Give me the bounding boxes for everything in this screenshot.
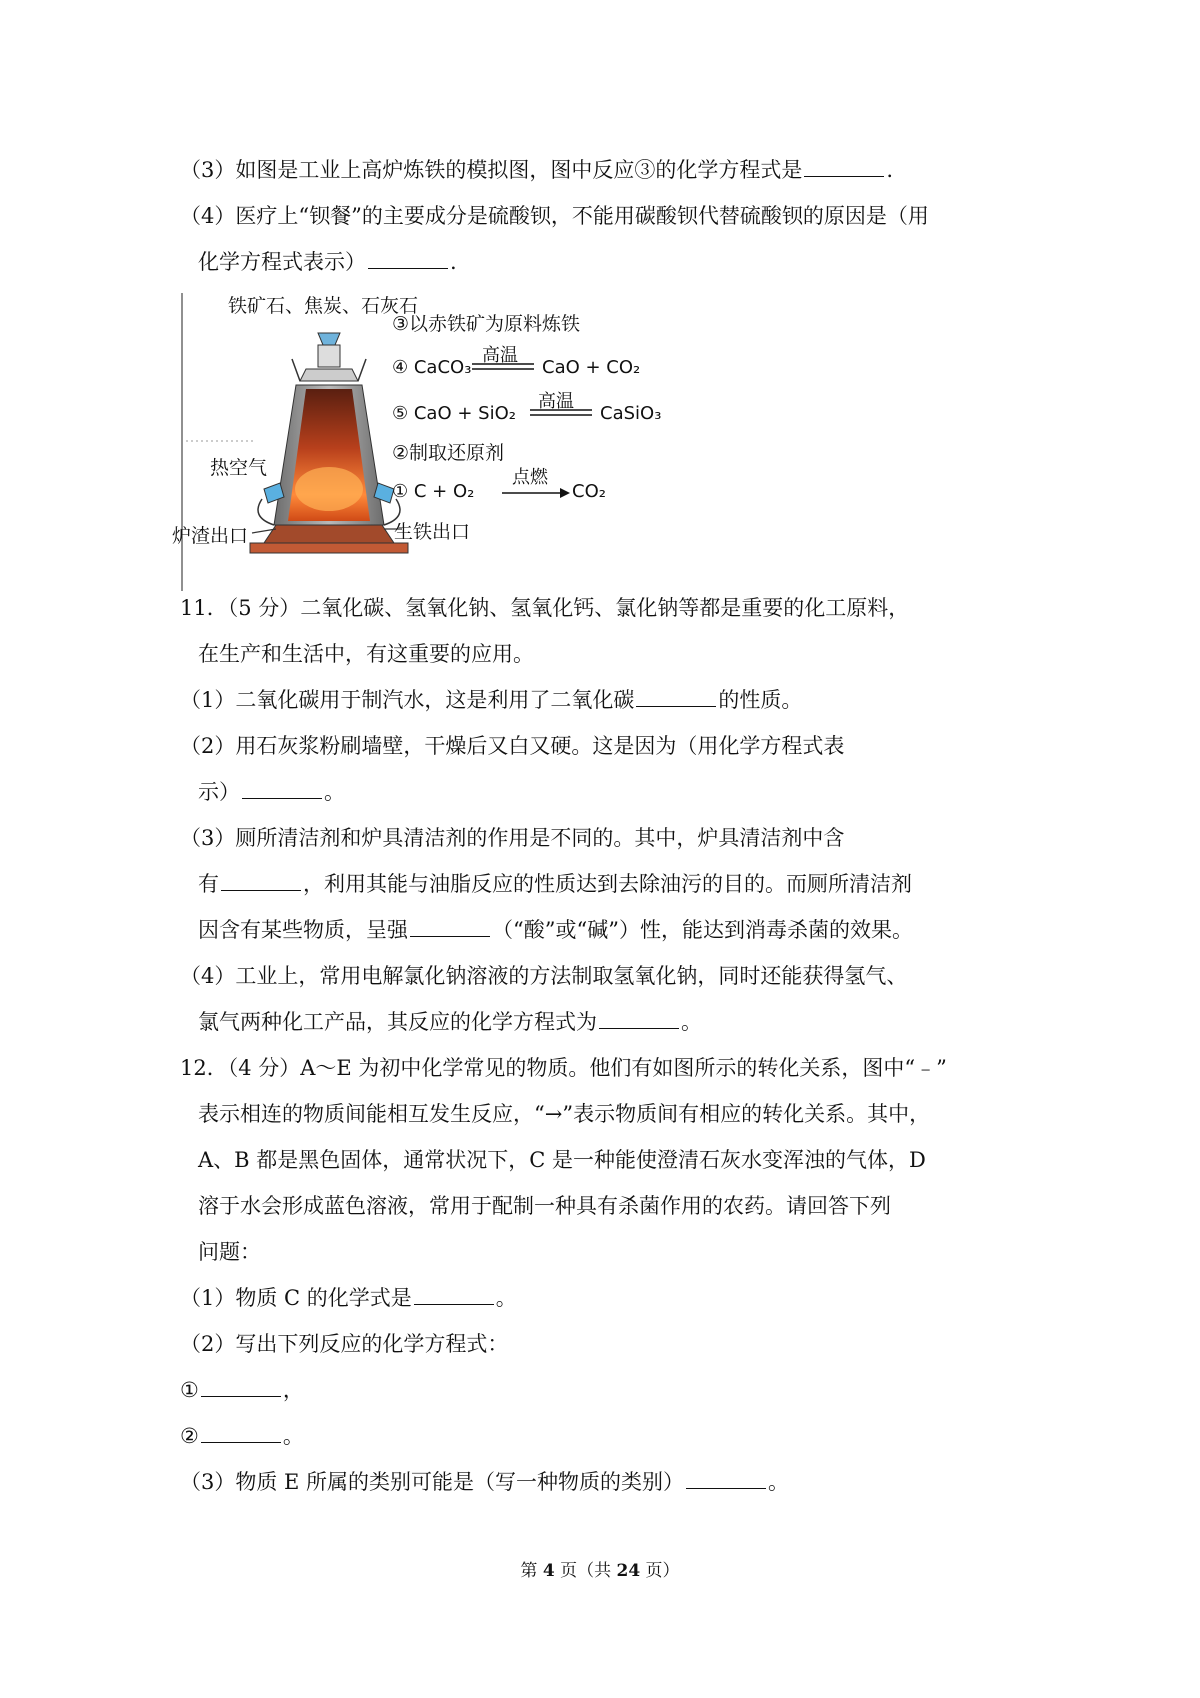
equals-sign: [472, 363, 534, 371]
q10-part4-line1: （4）医疗上“钡餐”的主要成分是硫酸钡，不能用碳酸钡代替硫酸钡的原因是（用: [180, 204, 929, 228]
answer-blank[interactable]: [242, 778, 322, 799]
q11-part2-line2: 示） 。: [198, 780, 345, 804]
q12-part2: （2）写出下列反应的化学方程式：: [180, 1332, 509, 1356]
q11-part4-line1: （4）工业上，常用电解氯化钠溶液的方法制取氢氧化钠，同时还能获得氢气、: [180, 964, 908, 988]
arrow-icon: [502, 487, 572, 499]
q10-part4-line2: 化学方程式表示） .: [198, 250, 457, 274]
q11-heading: 11．（5 分）二氧化碳、氢氧化钠、氢氧化钙、氯化钠等都是重要的化工原料，: [180, 596, 910, 620]
materials-label: 铁矿石、焦炭、石灰石: [228, 295, 419, 317]
q12-part1: （1）物质 C 的化学式是 。: [180, 1286, 517, 1310]
reaction-4-reactants: ④ CaCO₃: [392, 357, 472, 378]
q12-heading-line4: 溶于水会形成蓝色溶液，常用于配制一种具有杀菌作用的农药。请回答下列: [198, 1194, 891, 1218]
answer-blank[interactable]: [804, 156, 884, 177]
answer-blank[interactable]: [414, 1284, 494, 1305]
answer-blank[interactable]: [221, 870, 301, 891]
answer-blank[interactable]: [599, 1008, 679, 1029]
page-total: 24: [616, 1561, 641, 1581]
q12-heading-line2: 表示相连的物质间能相互发生反应，“→”表示物质间有相应的转化关系。其中，: [198, 1102, 931, 1126]
q11-part3-line2: 有 ，利用其能与油脂反应的性质达到去除油污的目的。而厕所清洁剂: [198, 872, 912, 896]
reaction-4-products: CaO + CO₂: [542, 357, 641, 378]
blast-furnace-diagram: [172, 293, 700, 593]
reaction-1-condition: 点燃: [512, 467, 548, 488]
q12-heading: 12．（4 分）A～E 为初中化学常见的物质。他们有如图所示的转化关系，图中“﹣”: [180, 1056, 947, 1080]
q11-part1: （1）二氧化碳用于制汽水，这是利用了二氧化碳 的性质。: [180, 688, 803, 712]
q12-part3: （3）物质 E 所属的类别可能是（写一种物质的类别） 。: [180, 1470, 790, 1494]
answer-blank[interactable]: [686, 1468, 766, 1489]
reaction-2: ②制取还原剂: [392, 442, 505, 464]
q11-part2-line1: （2）用石灰浆粉刷墙壁，干燥后又白又硬。这是因为（用化学方程式表: [180, 734, 845, 758]
page-footer: 第 4 页（共 24 页）: [520, 1561, 680, 1581]
q11-part4-line2: 氯气两种化工产品，其反应的化学方程式为 。: [198, 1010, 702, 1034]
reaction-1-products: CO₂: [572, 481, 606, 502]
reaction-1-reactants: ① C + O₂: [392, 481, 475, 502]
answer-blank[interactable]: [201, 1422, 281, 1443]
answer-blank[interactable]: [410, 916, 490, 937]
answer-blank[interactable]: [368, 248, 448, 269]
reaction-3: ③以赤铁矿为原料炼铁: [392, 313, 581, 335]
q10-part3: （3）如图是工业上高炉炼铁的模拟图，图中反应③的化学方程式是 .: [180, 158, 894, 182]
iron-outlet-label: 生铁出口: [394, 521, 471, 543]
reaction-5-reactants: ⑤ CaO + SiO₂: [392, 403, 516, 424]
q12-heading-line5: 问题：: [198, 1240, 261, 1264]
q11-heading-line2: 在生产和生活中，有这重要的应用。: [198, 642, 534, 666]
q12-reaction-1: ① ，: [180, 1378, 304, 1402]
answer-blank[interactable]: [201, 1376, 281, 1397]
slag-outlet-label: 炉渣出口: [172, 525, 249, 547]
q11-part3-line3: 因含有某些物质，呈强 （“酸”或“碱”）性，能达到消毒杀菌的效果。: [198, 918, 913, 942]
reaction-4-condition: 高温: [482, 345, 518, 366]
hot-air-label: 热空气: [210, 457, 268, 479]
answer-blank[interactable]: [636, 686, 716, 707]
q12-reaction-2: ② 。: [180, 1424, 304, 1448]
page-number: 4: [542, 1561, 555, 1581]
equals-sign: [530, 409, 592, 417]
reaction-5-products: CaSiO₃: [600, 403, 662, 424]
q11-part3-line1: （3）厕所清洁剂和炉具清洁剂的作用是不同的。其中，炉具清洁剂中含: [180, 826, 845, 850]
q12-heading-line3: A、B 都是黑色固体，通常状况下，C 是一种能使澄清石灰水变浑浊的气体，D: [198, 1148, 926, 1172]
reaction-5-condition: 高温: [538, 391, 574, 412]
